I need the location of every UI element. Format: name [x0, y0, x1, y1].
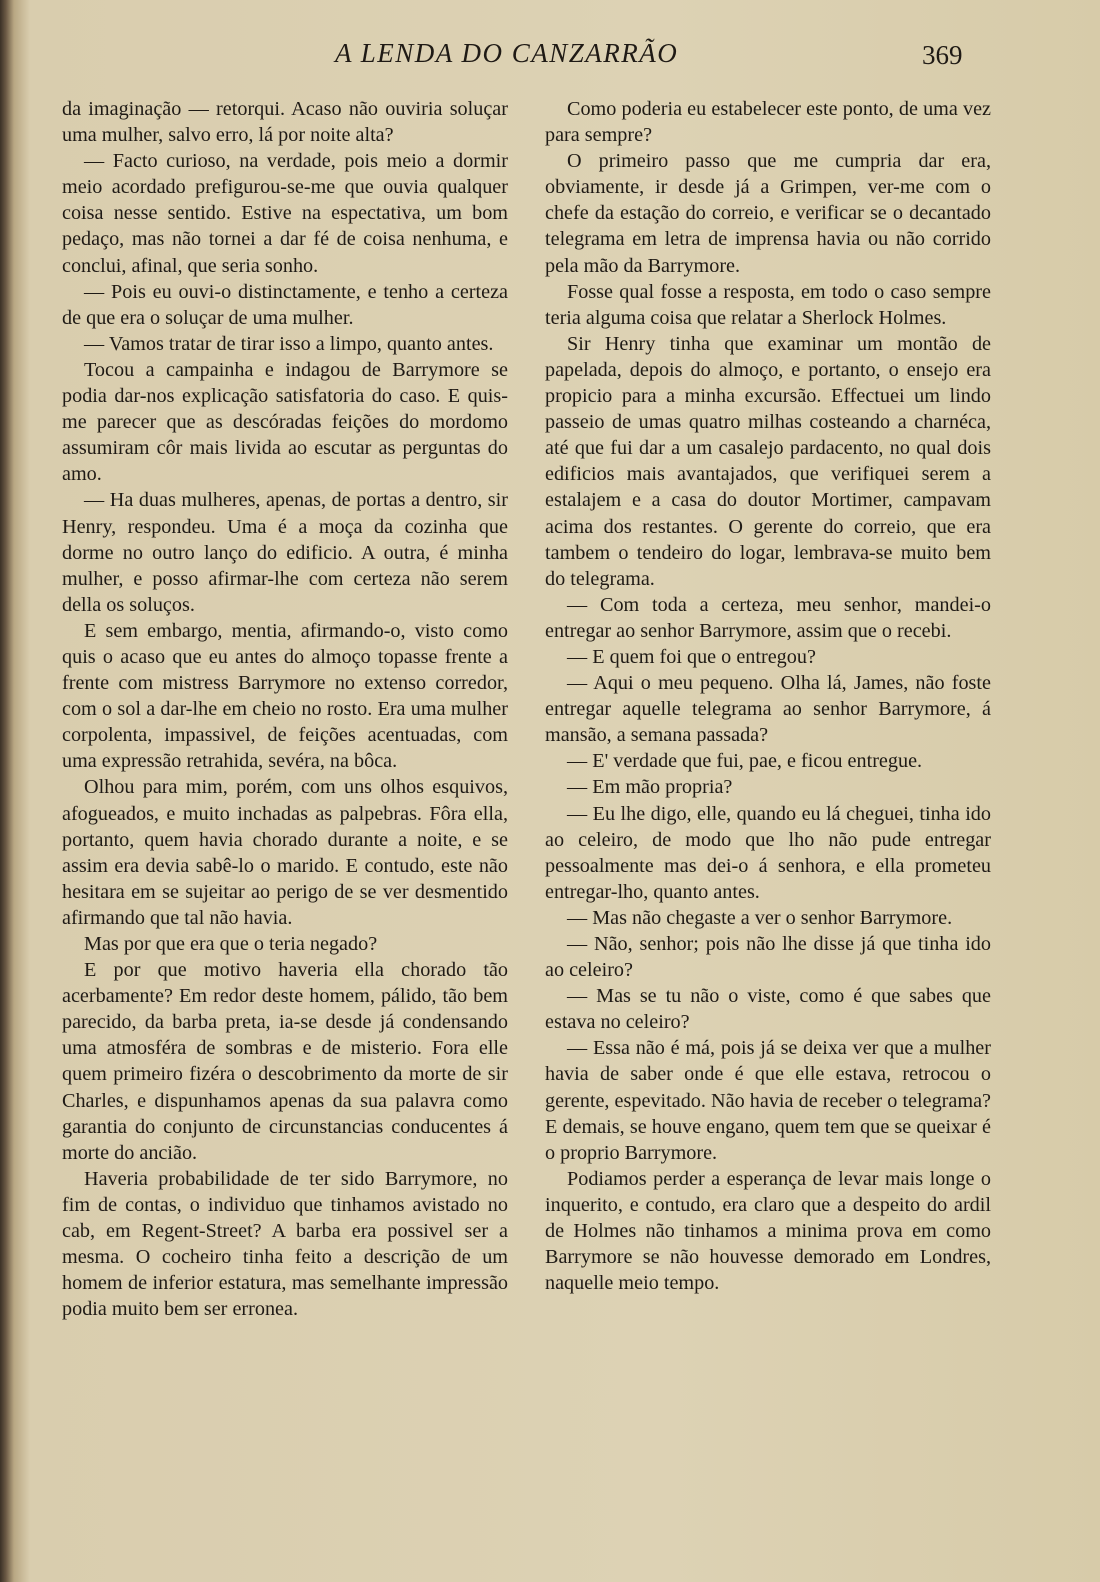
- paragraph: Podiamos perder a esperança de levar mais longe o inquerito, e contudo, era claro que a despeito do ardil de Holmes não tinhamos a minima prova em como Barrymore se não houvesse demorado em Londres, naquelle meio tempo.: [545, 1167, 991, 1295]
- paragraph: Sir Henry tinha que examinar um montão de papelada, depois do almoço, e portanto, o ensejo era propicio para a minha excursão. Effectuei um lindo passeio de umas quatro milhas costeando a charnéca, até que fui dar a um casalejo pardacento, no qual dois edificios mais avantajados, que verifiquei serem a estalajem e a casa do doutor Mortimer, campavam acima dos restantes. O gerente do correio, que era tambem o tendeiro do logar, lembrava-se muito bem do telegrama.: [545, 332, 991, 590]
- paragraph: — Facto curioso, na verdade, pois meio a dormir meio acordado prefigurou-se-me que ouvia qualquer coisa nesse sentido. Estive na espectativa, um bom pedaço, mas não tornei a dar fé de coisa nenhuma, e conclui, afinal, que seria sonho.: [62, 150, 508, 277]
- paragraph: Olhou para mim, porém, com uns olhos esquivos, afogueados, e muito inchadas as palpebras. Fôra ella, portanto, quem havia chorado durante a noite, e se assim era devia sabê-lo o marido. E contudo, este não hesitara em se sujeitar ao perigo de se ver desmentido afirmando que tal não havia.: [62, 776, 508, 929]
- paragraph: — Não, senhor; pois não lhe disse já que tinha ido ao celeiro?: [545, 933, 991, 982]
- paragraph: O primeiro passo que me cumpria dar era, obviamente, ir desde já a Grimpen, ver-me com o chefe da estação do correio, e verificar se o decantado telegrama em letra de imprensa havia ou não corrido pela mão da Barrymore.: [545, 150, 991, 277]
- paragraph: da imaginação — retorqui. Acaso não ouviria soluçar uma mulher, salvo erro, lá por noite alta?: [62, 98, 508, 147]
- page-number: 369: [922, 40, 963, 70]
- paragraph: Haveria probabilidade de ter sido Barrymore, no fim de contas, o individuo que tinhamos avistado no cab, em Regent-Street? A barba era possivel ser a mesma. O cocheiro tinha feito a descrição de um homem de inferior estatura, mas semelhante impressão podia muito bem ser erronea.: [62, 1167, 508, 1321]
- paragraph: — Ha duas mulheres, apenas, de portas a dentro, sir Henry, respondeu. Uma é a moça da cozinha que dorme no outro lanço do edificio. A outra, é minha mulher, e posso afirmar-lhe com certeza não serem della os soluços.: [62, 489, 508, 616]
- paragraph: — Com toda a certeza, meu senhor, mandei-o entregar ao senhor Barrymore, assim que o recebi.: [545, 593, 991, 642]
- paragraph: E sem embargo, mentia, afirmando-o, visto como quis o acaso que eu antes do almoço topasse frente a frente com mistress Barrymore no extenso corredor, com o sol a dar-lhe em cheio no rosto. Era uma mulher corpolenta, impassivel, de feições acentuadas, com uma expressão retrahida, sevéra, na bôca.: [62, 619, 508, 773]
- paragraph: — E' verdade que fui, pae, e ficou entregue.: [567, 750, 923, 773]
- paragraph: — Mas não chegaste a ver o senhor Barrymore.: [567, 906, 953, 929]
- paragraph: Como poderia eu estabelecer este ponto, de uma vez para sempre?: [545, 98, 991, 147]
- right-column: [545, 96, 991, 1296]
- paragraph: — Mas se tu não o viste, como é que sabes que estava no celeiro?: [545, 985, 991, 1034]
- paragraph: Mas por que era que o teria negado?: [84, 933, 378, 955]
- paragraph: Fosse qual fosse a resposta, em todo o caso sempre teria alguma coisa que relatar a Sherlock Holmes.: [545, 280, 991, 329]
- left-column: [62, 96, 508, 1322]
- paragraph: — Essa não é má, pois já se deixa ver que a mulher havia de saber onde é que elle estava, retrocou o gerente, espevitado. Não havia de receber o telegrama? E demais, se houve engano, quem tem que se queixar é o proprio Barrymore.: [545, 1037, 991, 1164]
- paragraph: — E quem foi que o entregou?: [567, 645, 816, 668]
- paragraph: — Vamos tratar de tirar isso a limpo, quanto antes.: [84, 332, 494, 355]
- paragraph: Tocou a campainha e indagou de Barrymore se podia dar-nos explicação satisfatoria do caso. E quis-me parecer que as descóradas feições do mordomo assumiram côr mais livida ao escutar as perguntas do amo.: [62, 358, 508, 486]
- paragraph: — Em mão propria?: [567, 776, 733, 799]
- running-title: A LENDA DO CANZARRÃO: [335, 38, 679, 68]
- page-header: [0, 38, 1100, 78]
- paragraph: — Eu lhe digo, elle, quando eu lá cheguei, tinha ido ao celeiro, de modo que lho não pude entregar pessoalmente mas dei-o á senhora, e ella prometeu entregar-lho, quanto antes.: [545, 802, 991, 903]
- paragraph: — Aqui o meu pequeno. Olha lá, James, não foste entregar aquelle telegrama ao senhor Barrymore, á mansão, a semana passada?: [545, 672, 991, 747]
- paragraph: E por que motivo haveria ella chorado tão acerbamente? Em redor deste homem, pálido, tão bem parecido, da barba preta, ia-se desde já condensando uma atmosféra de sombras e de misterio. Fora elle quem primeiro fizéra o descobrimento da morte de sir Charles, e dispunhamos apenas da sua palavra como garantia do conjunto de circunstancias conducentes á morte do ancião.: [62, 959, 508, 1164]
- paragraph: — Pois eu ouvi-o distinctamente, e tenho a certeza de que era o soluçar de uma mulher.: [62, 280, 508, 329]
